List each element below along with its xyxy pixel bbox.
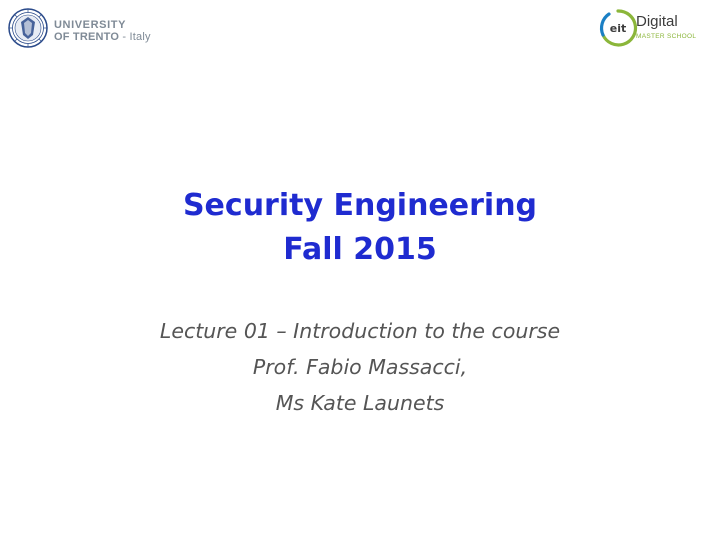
- slide-title: [60, 184, 660, 272]
- university-name: [54, 19, 164, 43]
- subtitle-assistant: Ms Kate Launets: [275, 391, 445, 415]
- university-seal-icon: [8, 8, 48, 48]
- university-name-line2: [54, 31, 164, 43]
- university-name-line1: UNIVERSITY: [54, 19, 127, 31]
- eit-sub-text: MASTER SCHOOL: [636, 33, 697, 40]
- eit-badge-text: eit: [609, 22, 627, 35]
- university-city: OF TRENTO: [54, 31, 120, 43]
- university-country: - Italy: [119, 31, 151, 43]
- eit-brand-text: Digital: [636, 13, 678, 30]
- eit-digital-badge-icon: [598, 8, 638, 48]
- subtitle-lecture: Lecture 01 – Introduction to the course: [159, 319, 561, 343]
- university-of-trento-logo: [8, 8, 158, 50]
- eit-digital-logo: [598, 8, 714, 48]
- slide-subtitle: [40, 313, 680, 421]
- subtitle-professor: Prof. Fabio Massacci,: [252, 355, 468, 379]
- title-line1: Security Engineering: [182, 188, 538, 223]
- title-line2: Fall 2015: [283, 232, 437, 267]
